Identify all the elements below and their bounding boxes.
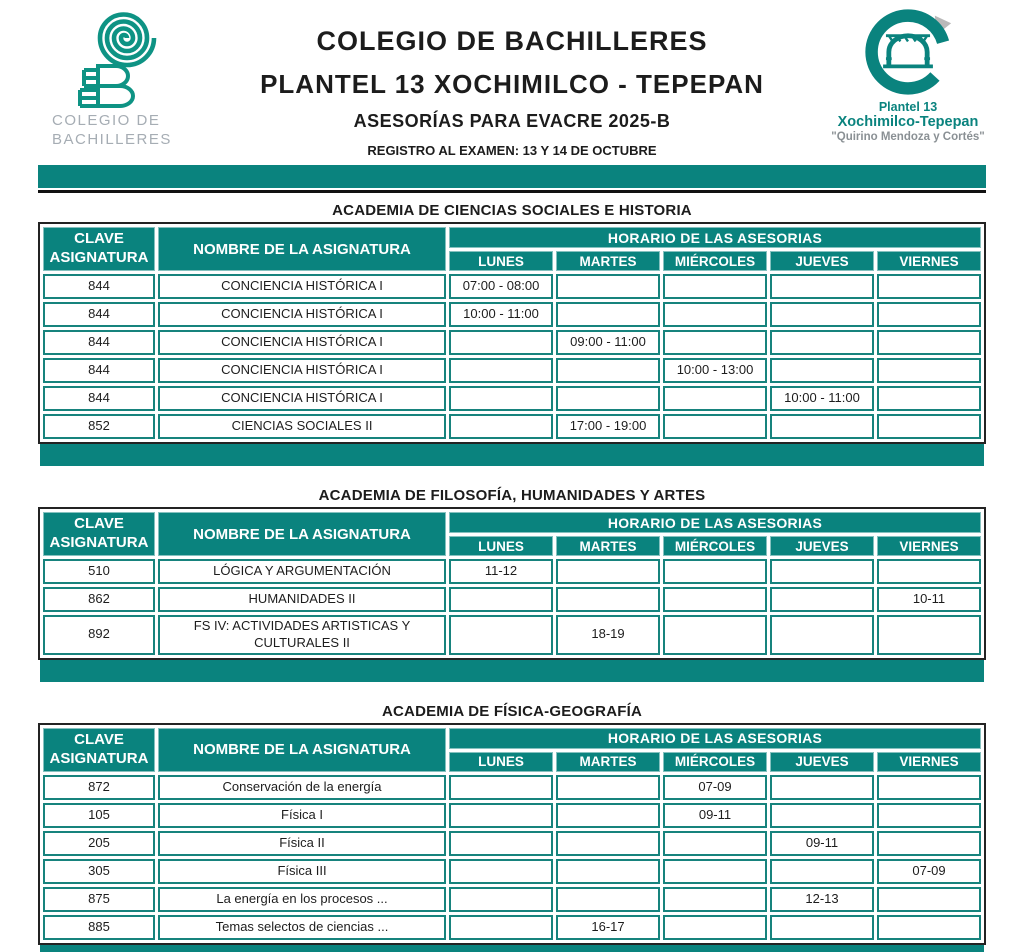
academy-section	[0, 703, 1024, 952]
section-bottom-bar	[40, 444, 984, 466]
horario-cell	[449, 587, 553, 612]
day-header-viernes: VIERNES	[877, 536, 981, 556]
table-row	[43, 587, 981, 612]
clave-header-line1: CLAVE	[74, 230, 124, 248]
horario-group-header: HORARIO DE LAS ASESORIAS	[449, 512, 981, 533]
clave-cell: 844	[43, 386, 155, 411]
spiral-b-icon	[58, 8, 168, 108]
day-header-lunes: LUNES	[449, 752, 553, 772]
section-gap	[0, 682, 1024, 694]
clave-header-line2: ASIGNATURA	[49, 534, 149, 551]
horario-cell	[556, 775, 660, 800]
horario-cell: 10:00 - 11:00	[449, 302, 553, 327]
plantel-name: PLANTEL 13 XOCHIMILCO - TEPEPAN	[260, 69, 764, 99]
day-header-viernes: VIERNES	[877, 752, 981, 772]
right-logo-line-1: Plantel 13	[878, 100, 938, 114]
table-body	[43, 775, 981, 940]
divider-teal-stripe	[38, 165, 986, 188]
horario-cell	[663, 915, 767, 940]
table-row	[43, 414, 981, 439]
horario-cell	[663, 587, 767, 612]
subject-name-cell: CONCIENCIA HISTÓRICA I	[158, 330, 446, 355]
horario-cell	[770, 302, 874, 327]
horario-cell	[877, 803, 981, 828]
left-logo-caption-1: COLEGIO DE	[52, 112, 161, 129]
clave-cell: 892	[43, 615, 155, 655]
horario-cell	[663, 559, 767, 584]
horario-cell	[556, 274, 660, 299]
horario-cell: 07:00 - 08:00	[449, 274, 553, 299]
day-header-martes: MARTES	[556, 536, 660, 556]
horario-cell	[770, 358, 874, 383]
horario-cell	[663, 386, 767, 411]
table-body	[43, 559, 981, 655]
day-header-miercoles: MIÉRCOLES	[663, 251, 767, 271]
table-row	[43, 302, 981, 327]
table-head	[43, 227, 981, 271]
horario-cell	[877, 887, 981, 912]
clave-header-line2: ASIGNATURA	[49, 749, 149, 767]
clave-cell: 844	[43, 358, 155, 383]
horario-cell	[449, 330, 553, 355]
divider-black-line	[38, 190, 986, 193]
horario-cell	[556, 302, 660, 327]
horario-cell	[663, 887, 767, 912]
subject-name-cell: La energía en los procesos ...	[158, 887, 446, 912]
teal-divider-bar	[38, 165, 986, 193]
clave-cell: 852	[43, 414, 155, 439]
section-bottom-bar	[40, 660, 984, 682]
horario-cell	[449, 831, 553, 856]
subject-name-cell: CIENCIAS SOCIALES II	[158, 414, 446, 439]
table-row	[43, 915, 981, 940]
horario-cell	[449, 803, 553, 828]
horario-cell	[770, 559, 874, 584]
horario-cell	[877, 302, 981, 327]
clave-column-header	[43, 227, 155, 271]
horario-cell	[770, 274, 874, 299]
subject-name-cell: Conservación de la energía	[158, 775, 446, 800]
subject-name-cell: CONCIENCIA HISTÓRICA I	[158, 274, 446, 299]
subject-name-cell: LÓGICA Y ARGUMENTACIÓN	[158, 559, 446, 584]
left-logo-caption-2: BACHILLERES	[52, 130, 172, 148]
subtitle: ASESORÍAS PARA EVACRE 2025-B	[353, 111, 671, 131]
horario-cell: 11-12	[449, 559, 553, 584]
circular-arrow-kiosk-icon	[860, 6, 956, 98]
day-header-miercoles: MIÉRCOLES	[663, 536, 767, 556]
clave-cell: 844	[43, 274, 155, 299]
horario-cell: 17:00 - 19:00	[556, 414, 660, 439]
subject-name-cell: HUMANIDADES II	[158, 587, 446, 612]
right-logo-line-3: "Quirino Mendoza y Cortés"	[831, 131, 985, 143]
nombre-column-header: NOMBRE DE LA ASIGNATURA	[158, 728, 446, 772]
horario-group-header: HORARIO DE LAS ASESORIAS	[449, 728, 981, 749]
horario-cell	[449, 775, 553, 800]
table-row	[43, 831, 981, 856]
clave-cell: 844	[43, 302, 155, 327]
clave-header-line1: CLAVE	[74, 731, 124, 749]
subject-name-cell: CONCIENCIA HISTÓRICA I	[158, 358, 446, 383]
horario-cell	[663, 330, 767, 355]
horario-cell	[877, 274, 981, 299]
clave-cell: 105	[43, 803, 155, 828]
academy-section	[0, 202, 1024, 478]
table-row	[43, 887, 981, 912]
horario-cell: 10-11	[877, 587, 981, 612]
day-header-martes: MARTES	[556, 752, 660, 772]
plantel-13-logo	[818, 6, 998, 143]
horario-cell	[877, 386, 981, 411]
clave-cell: 872	[43, 775, 155, 800]
section-title: ACADEMIA DE FILOSOFÍA, HUMANIDADES Y ARTES	[318, 487, 706, 504]
clave-cell: 844	[43, 330, 155, 355]
section-title: ACADEMIA DE FÍSICA-GEOGRAFÍA	[381, 702, 643, 720]
horario-cell	[877, 330, 981, 355]
horario-cell: 07-09	[663, 775, 767, 800]
table-row	[43, 330, 981, 355]
day-header-jueves: JUEVES	[770, 251, 874, 271]
schedule-table	[38, 507, 986, 660]
horario-cell	[449, 859, 553, 884]
horario-cell	[877, 615, 981, 655]
day-header-miercoles: MIÉRCOLES	[663, 752, 767, 772]
horario-cell	[770, 775, 874, 800]
horario-cell	[556, 859, 660, 884]
horario-cell	[556, 587, 660, 612]
section-title: ACADEMIA DE CIENCIAS SOCIALES E HISTORIA	[332, 202, 692, 219]
horario-cell	[877, 559, 981, 584]
horario-cell	[877, 414, 981, 439]
horario-group-header: HORARIO DE LAS ASESORIAS	[449, 227, 981, 248]
horario-cell	[770, 859, 874, 884]
horario-cell	[770, 615, 874, 655]
clave-cell: 305	[43, 859, 155, 884]
header-titles	[202, 0, 822, 158]
table-row	[43, 274, 981, 299]
schedule-table	[38, 723, 986, 945]
horario-cell	[770, 915, 874, 940]
horario-cell	[556, 887, 660, 912]
table-row	[43, 559, 981, 584]
clave-cell: 862	[43, 587, 155, 612]
nombre-column-header: NOMBRE DE LA ASIGNATURA	[158, 227, 446, 271]
horario-cell	[556, 831, 660, 856]
day-header-jueves: JUEVES	[770, 752, 874, 772]
horario-cell	[556, 559, 660, 584]
horario-cell	[877, 915, 981, 940]
table-head	[43, 728, 981, 772]
subject-name-cell: Física II	[158, 831, 446, 856]
subject-name-cell: FS IV: ACTIVIDADES ARTISTICAS Y CULTURALES II	[158, 615, 446, 655]
horario-cell	[663, 859, 767, 884]
schedule-sections	[0, 202, 1024, 952]
day-header-jueves: JUEVES	[770, 536, 874, 556]
horario-cell	[770, 414, 874, 439]
clave-cell: 885	[43, 915, 155, 940]
day-header-viernes: VIERNES	[877, 251, 981, 271]
table-row	[43, 859, 981, 884]
page-header	[0, 0, 1024, 163]
clave-header-line1: CLAVE	[74, 515, 124, 533]
subject-name-cell: CONCIENCIA HISTÓRICA I	[158, 302, 446, 327]
horario-cell	[663, 274, 767, 299]
horario-cell	[449, 414, 553, 439]
horario-cell	[556, 358, 660, 383]
table-row	[43, 615, 981, 655]
horario-cell	[449, 386, 553, 411]
horario-cell: 09-11	[770, 831, 874, 856]
table-row	[43, 803, 981, 828]
horario-cell	[877, 358, 981, 383]
clave-cell: 875	[43, 887, 155, 912]
horario-cell	[663, 831, 767, 856]
clave-column-header	[43, 728, 155, 772]
day-header-martes: MARTES	[556, 251, 660, 271]
registro-note: REGISTRO AL EXAMEN: 13 Y 14 DE OCTUBRE	[367, 143, 657, 158]
horario-cell	[449, 615, 553, 655]
subject-name-cell: Temas selectos de ciencias ...	[158, 915, 446, 940]
horario-cell	[449, 887, 553, 912]
colegio-de-bachilleres-logo	[52, 8, 212, 150]
horario-cell	[556, 803, 660, 828]
horario-cell	[449, 915, 553, 940]
table-row	[43, 775, 981, 800]
horario-cell	[877, 775, 981, 800]
subject-name-cell: CONCIENCIA HISTÓRICA I	[158, 386, 446, 411]
horario-cell: 10:00 - 11:00	[770, 386, 874, 411]
horario-cell: 18-19	[556, 615, 660, 655]
clave-cell: 510	[43, 559, 155, 584]
schedule-table	[38, 222, 986, 444]
table-row	[43, 358, 981, 383]
subject-name-cell: Física I	[158, 803, 446, 828]
clave-header-line2: ASIGNATURA	[49, 249, 149, 266]
horario-cell: 07-09	[877, 859, 981, 884]
horario-cell: 10:00 - 13:00	[663, 358, 767, 383]
table-row	[43, 386, 981, 411]
horario-cell	[556, 386, 660, 411]
academy-section	[0, 487, 1024, 694]
horario-cell: 12-13	[770, 887, 874, 912]
section-bottom-bar	[40, 945, 984, 952]
nombre-column-header: NOMBRE DE LA ASIGNATURA	[158, 512, 446, 556]
subject-name-cell: Física III	[158, 859, 446, 884]
clave-column-header	[43, 512, 155, 556]
table-head	[43, 512, 981, 556]
day-header-lunes: LUNES	[449, 536, 553, 556]
day-header-lunes: LUNES	[449, 251, 553, 271]
clave-cell: 205	[43, 831, 155, 856]
horario-cell	[877, 831, 981, 856]
horario-cell: 09-11	[663, 803, 767, 828]
school-name: COLEGIO DE BACHILLERES	[316, 26, 708, 56]
horario-cell	[663, 414, 767, 439]
horario-cell	[770, 587, 874, 612]
horario-cell	[663, 302, 767, 327]
table-body	[43, 274, 981, 439]
section-gap	[0, 466, 1024, 478]
horario-cell	[663, 615, 767, 655]
horario-cell: 09:00 - 11:00	[556, 330, 660, 355]
horario-cell: 16-17	[556, 915, 660, 940]
right-logo-line-2: Xochimilco-Tepepan	[837, 114, 979, 130]
horario-cell	[770, 803, 874, 828]
horario-cell	[449, 358, 553, 383]
horario-cell	[770, 330, 874, 355]
